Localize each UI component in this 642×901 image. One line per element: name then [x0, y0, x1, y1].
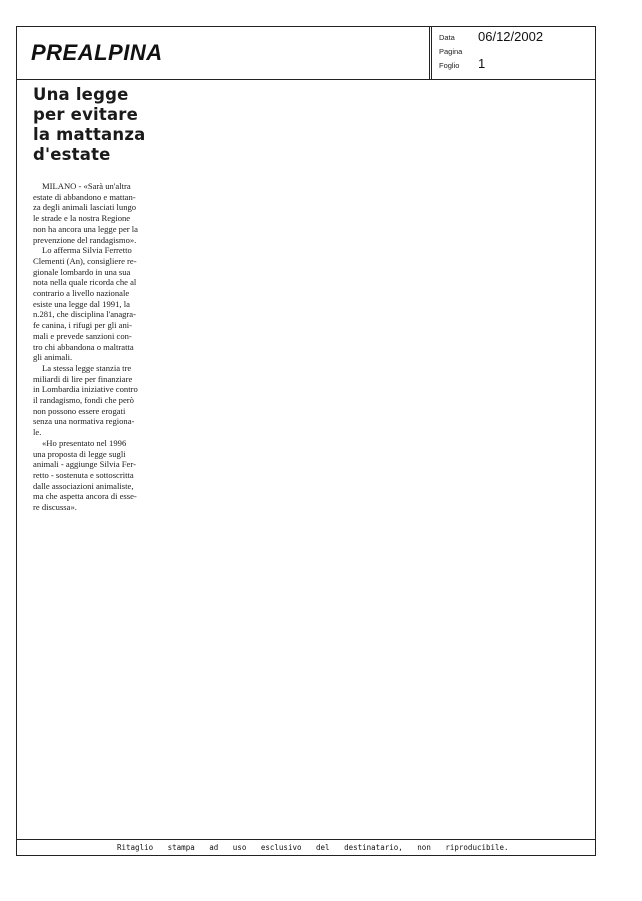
body-line: n.281, che disciplina l'anagra- — [33, 309, 136, 320]
body-line: tro chi abbandona o maltratta — [33, 341, 134, 352]
newspaper-masthead: PREALPINA — [31, 40, 163, 65]
sheet-value: 1 — [478, 56, 486, 71]
body-line: non ha ancora una legge per la — [33, 223, 138, 234]
body-line: esiste una legge dal 1991, la — [33, 298, 130, 309]
body-line: gionale lombardo in una sua — [33, 266, 131, 277]
body-line: in Lombardia iniziative contro — [33, 384, 138, 395]
body-line: le. — [33, 427, 42, 438]
body-line: miliardi di lire per finanziare — [33, 373, 133, 384]
body-line: za degli animali lasciati lungo — [33, 202, 137, 213]
body-line: Clementi (An), consigliere re- — [33, 255, 137, 266]
footer-row — [17, 839, 595, 856]
body-line: gli animali. — [33, 352, 73, 363]
body-line: retto - sostenuta e sottoscritta — [33, 469, 134, 480]
body-line: La stessa legge stanzia tre — [42, 362, 132, 373]
date-value: 06/12/2002 — [478, 29, 544, 44]
clipping-sheet — [16, 26, 596, 856]
metadata-cell — [431, 27, 596, 79]
body-line: contrario a livello nazionale — [33, 288, 130, 299]
body-line: prevenzione del randagismo». — [33, 234, 137, 245]
body-line: mali e prevede sanzioni con- — [33, 330, 132, 341]
body-line: re discussa». — [33, 502, 77, 513]
headline-line: Una legge — [33, 85, 129, 104]
body-line: estate di abbandono e mattan- — [33, 191, 136, 202]
article-headline — [33, 85, 183, 165]
sheet-label: Foglio — [439, 61, 460, 70]
article — [33, 85, 183, 513]
header-row — [17, 27, 595, 80]
body-line: «Ho presentato nel 1996 — [42, 437, 127, 448]
body-line: ma che aspetta ancora di esse- — [33, 491, 137, 502]
body-line: Lo afferma Silvia Ferretto — [42, 245, 132, 256]
date-label: Data — [439, 33, 455, 42]
body-line: il randagismo, fondi che però — [33, 395, 134, 406]
body-line: nota nella quale ricorda che al — [33, 277, 137, 288]
page-label: Pagina — [439, 47, 463, 56]
headline-line: per evitare — [33, 105, 139, 124]
body-line: una proposta di legge sugli — [33, 448, 126, 459]
headline-line: la mattanza — [33, 125, 146, 144]
body-line: fe canina, i rifugi per gli ani- — [33, 320, 133, 331]
body-line: senza una normativa regiona- — [33, 416, 135, 427]
reproduction-disclaimer: Ritaglio stampa ad uso esclusivo del destinatario, non riproducibile. — [117, 843, 509, 852]
headline-line: d'estate — [33, 145, 111, 164]
article-body — [33, 181, 180, 513]
body-line: MILANO - «Sarà un'altra — [42, 181, 131, 191]
body-line: le strade e la nostra Regione — [33, 213, 131, 224]
body-line: dalle associazioni animaliste, — [33, 480, 134, 491]
body-line: animali - aggiunge Silvia Fer- — [33, 459, 136, 470]
body-line: non possono essere erogati — [33, 405, 126, 416]
masthead-cell — [17, 27, 430, 79]
